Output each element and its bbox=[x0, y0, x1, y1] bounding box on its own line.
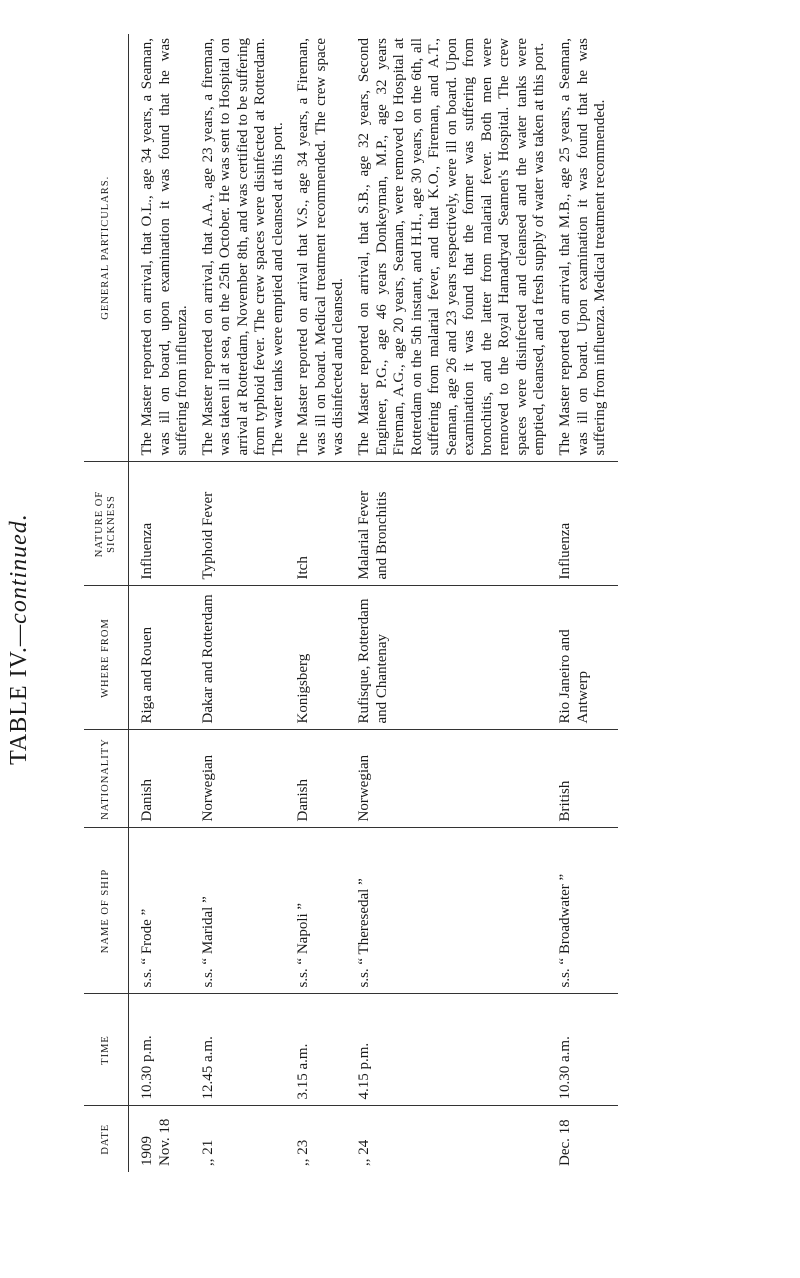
cell-date: ,, 23 bbox=[295, 1139, 312, 1166]
cell-sickness: Malarial Fever and Bronchitis bbox=[356, 462, 557, 586]
cell-where-from: Konigsberg bbox=[295, 586, 356, 730]
cell-ship: s.s. “ Napoli ” bbox=[295, 828, 356, 994]
header-date: DATE bbox=[84, 1106, 129, 1172]
cell-where-from: Dakar and Rotterdam bbox=[200, 586, 296, 730]
cell-where-from: Riga and Rouen bbox=[129, 586, 200, 730]
header-time: TIME bbox=[84, 994, 129, 1106]
table-row bbox=[129, 34, 200, 1172]
header-particulars: GENERAL PARTICULARS. bbox=[84, 34, 129, 462]
table-title: TABLE IV. bbox=[6, 646, 32, 765]
cell-particulars: The Master reported on arrival, that S.B., age 32 years, Second Engineer, P.G., age 46 years Donkeyman, M.P., age 32 years Fireman, A.G., age 20 years, Seaman, were removed to Hospital at Rotterdam on the 5th instant, and H.H., age 30 years, on the 6th, all suffering from malarial fever, and that K.O., Fireman, and A.T., Seaman, age 26 and 23 years respectively, were ill on board. Upon examination it was found that the former was suffering from bronchitis, and the latter from malarial fever. Both men were removed to the Royal Hamadryad Seamen's Hospital. The crew spaces were disinfected and cleansed and the water tanks were emptied, cleansed, and a fresh supply of water was taken at this port. bbox=[356, 34, 557, 462]
cell-time: 3.15 a.m. bbox=[295, 994, 356, 1106]
cell-sickness: Influenza bbox=[129, 462, 200, 586]
cell-date: ,, 21 bbox=[199, 1139, 216, 1166]
cell-nationality: Danish bbox=[295, 730, 356, 828]
cell-particulars: The Master reported on arrival, that A.A., age 23 years, a fireman, was taken ill at sea, on the 25th October. He was sent to Hospital on arrival at Rotterdam, November 8th, and was certified to be suffering from typhoid fever. The crew spaces were disinfected at Rotterdam. The water tanks were emptied and cleansed at this port. bbox=[200, 34, 296, 462]
cell-particulars: The Master reported on arrival, that M.B., age 25 years, a Seaman, was ill on board. Upon examination it was found that he was suffering from influenza. Medical treatment recommended. bbox=[557, 34, 618, 462]
cell-where-from: Rio Janeiro and Antwerp bbox=[557, 586, 618, 730]
cell-nationality: Norwegian bbox=[200, 730, 296, 828]
cell-time: 10.30 p.m. bbox=[129, 994, 200, 1106]
header-nationality: NATIONALITY bbox=[84, 730, 129, 828]
table-header-row bbox=[84, 34, 129, 1172]
cell-date bbox=[129, 1106, 200, 1172]
cell-time: 4.15 p.m. bbox=[356, 994, 557, 1106]
cell-year: 1909 bbox=[139, 1136, 155, 1166]
cell-time: 10.30 a.m. bbox=[557, 994, 618, 1106]
cell-date: ,, 24 bbox=[356, 1139, 373, 1166]
cell-particulars: The Master reported on arrival that V.S., age 34 years, a Fireman, was ill on board. Medical treatment recommended. The crew space was disinfected and cleansed. bbox=[295, 34, 356, 462]
table-row bbox=[200, 34, 296, 1172]
table-row bbox=[295, 34, 356, 1172]
table-row bbox=[356, 34, 557, 1172]
cell-ship: s.s. “ Frode ” bbox=[129, 828, 200, 994]
cell-sickness: Typhoid Fever bbox=[200, 462, 296, 586]
cell-sickness: Itch bbox=[295, 462, 356, 586]
cell-ship: s.s. “ Theresedal ” bbox=[356, 828, 557, 994]
cell-date: Dec. 18 bbox=[557, 1119, 574, 1166]
cell-nationality: Danish bbox=[129, 730, 200, 828]
page-title bbox=[6, 0, 33, 1278]
cell-ship: s.s. “ Maridal ” bbox=[200, 828, 296, 994]
header-where-from: WHERE FROM bbox=[84, 586, 129, 730]
cell-where-from: Rufisque, Rotterdam and Chantenay bbox=[356, 586, 557, 730]
cell-ship: s.s. “ Broadwater ” bbox=[557, 828, 618, 994]
table-title-continued: —continued. bbox=[6, 513, 32, 647]
table-iv bbox=[84, 34, 618, 1172]
header-ship: NAME OF SHIP bbox=[84, 828, 129, 994]
cell-time: 12.45 a.m. bbox=[200, 994, 296, 1106]
cell-particulars: The Master reported on arrival, that O.L., age 34 years, a Seaman, was ill on board, upon examination it was found that he was suffering from influenza. bbox=[129, 34, 200, 462]
cell-sickness: Influenza bbox=[557, 462, 618, 586]
cell-date-value: Nov. 18 bbox=[156, 1118, 173, 1166]
header-sickness: NATURE OF SICKNESS bbox=[84, 462, 129, 586]
table-row bbox=[557, 34, 618, 1172]
cell-nationality: Norwegian bbox=[356, 730, 557, 828]
cell-nationality: British bbox=[557, 730, 618, 828]
